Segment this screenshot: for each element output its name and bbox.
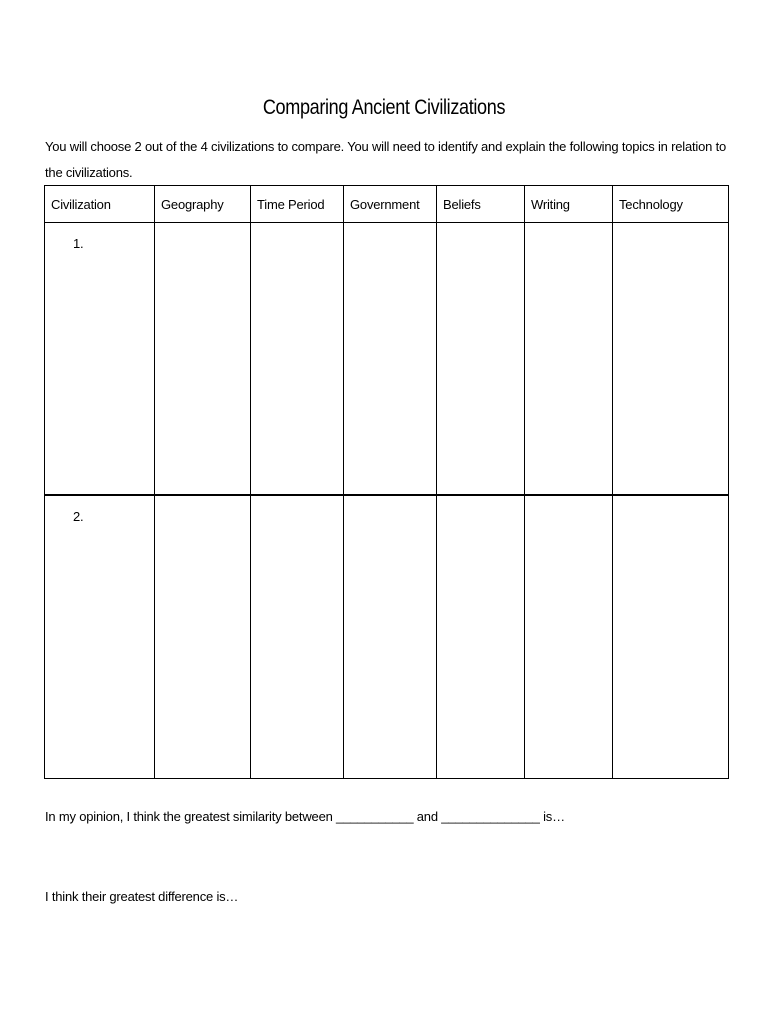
- government-cell[interactable]: [344, 223, 437, 496]
- page-title: Comparing Ancient Civilizations: [262, 96, 506, 119]
- header-technology: Technology: [613, 186, 729, 223]
- technology-cell[interactable]: [613, 223, 729, 496]
- beliefs-cell[interactable]: [437, 495, 525, 779]
- civilization-cell[interactable]: [45, 495, 155, 779]
- header-geography: Geography: [155, 186, 251, 223]
- table-row: [45, 223, 729, 496]
- writing-cell[interactable]: [525, 223, 613, 496]
- beliefs-cell[interactable]: [437, 223, 525, 496]
- technology-cell[interactable]: [613, 495, 729, 779]
- header-time-period: Time Period: [251, 186, 344, 223]
- comparison-table: [44, 185, 729, 779]
- header-writing: Writing: [525, 186, 613, 223]
- similarity-prompt: In my opinion, I think the greatest similarity between ___________ and ______________ is…: [45, 809, 565, 824]
- geography-cell[interactable]: [155, 495, 251, 779]
- row-number: 2.: [73, 509, 84, 524]
- header-beliefs: Beliefs: [437, 186, 525, 223]
- writing-cell[interactable]: [525, 495, 613, 779]
- civilization-cell[interactable]: [45, 223, 155, 496]
- geography-cell[interactable]: [155, 223, 251, 496]
- header-civilization: Civilization: [45, 186, 155, 223]
- government-cell[interactable]: [344, 495, 437, 779]
- time-period-cell[interactable]: [251, 223, 344, 496]
- header-government: Government: [344, 186, 437, 223]
- row-number: 1.: [73, 236, 84, 251]
- table-header-row: [45, 186, 729, 223]
- difference-prompt: I think their greatest difference is…: [45, 889, 239, 904]
- instructions-text: You will choose 2 out of the 4 civilizations to compare. You will need to identify and explain the following topics in relation to the civilizations.: [45, 139, 727, 180]
- time-period-cell[interactable]: [251, 495, 344, 779]
- table-row: [45, 495, 729, 779]
